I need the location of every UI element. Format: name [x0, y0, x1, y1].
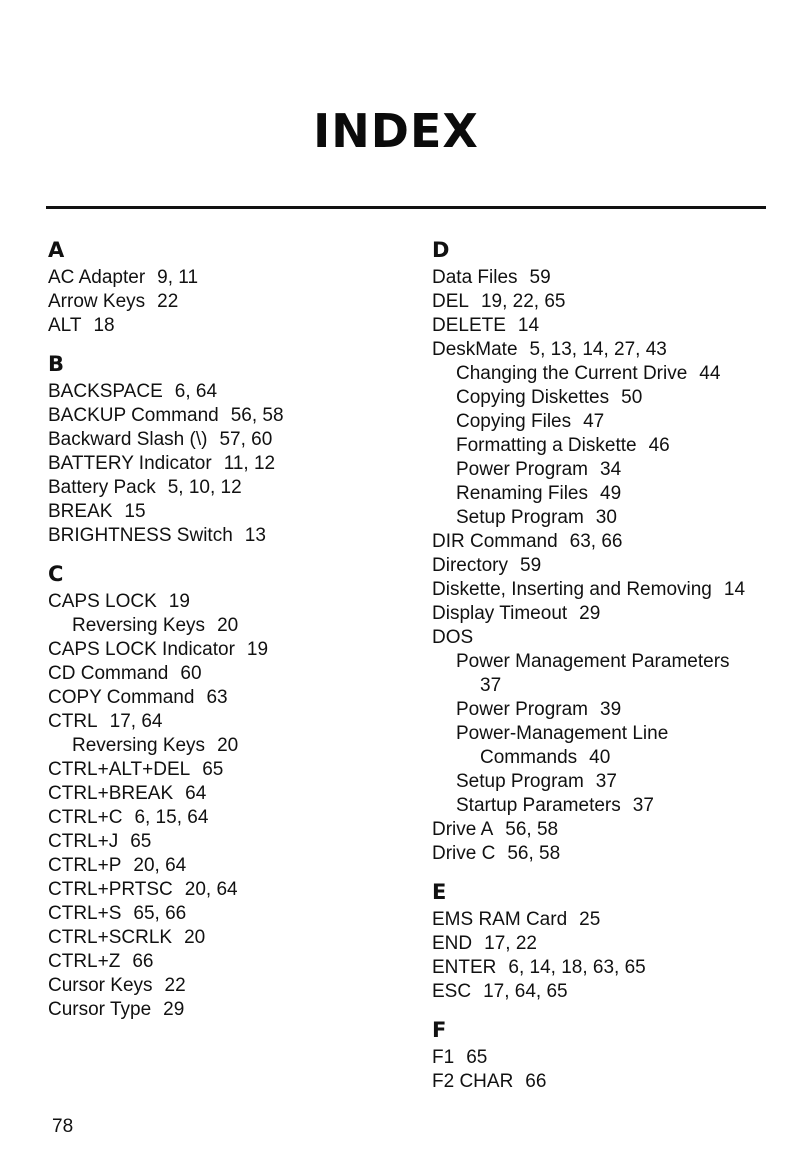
- index-term: Battery Pack: [48, 477, 156, 498]
- index-pages: 20, 64: [184, 879, 238, 900]
- index-pages: 63, 66: [569, 531, 623, 552]
- index-entry: [48, 806, 408, 830]
- index-term: Backward Slash (\): [48, 429, 208, 450]
- index-term: Display Timeout: [432, 603, 568, 624]
- index-entry: [432, 794, 782, 818]
- index-entry: [48, 662, 408, 686]
- index-pages: 17, 22: [484, 933, 537, 954]
- index-pages: 17, 64: [109, 711, 163, 732]
- index-pages: 57, 60: [219, 429, 273, 450]
- index-term: Reversing Keys: [72, 615, 206, 636]
- index-pages: 6, 64: [174, 381, 218, 402]
- index-pages: 56, 58: [230, 405, 284, 426]
- index-term: END: [432, 933, 473, 954]
- index-pages: 22: [157, 291, 179, 312]
- index-entry: [432, 698, 782, 722]
- index-pages: 19: [246, 639, 269, 660]
- index-term: BACKSPACE: [48, 381, 163, 402]
- index-term: F1: [432, 1047, 455, 1068]
- index-pages: 37: [595, 771, 617, 792]
- index-pages: 17, 64, 65: [483, 981, 568, 1002]
- index-pages: 47: [583, 411, 605, 432]
- index-term: COPY Command: [48, 687, 195, 708]
- index-term: Setup Program: [456, 507, 584, 528]
- index-term: CTRL: [48, 711, 98, 732]
- index-entry: [48, 974, 408, 998]
- index-entry: [432, 482, 782, 506]
- index-entry: [48, 404, 408, 428]
- index-entry: [48, 998, 408, 1022]
- index-term: CAPS LOCK: [48, 591, 157, 612]
- index-term: CTRL+P: [48, 855, 122, 876]
- index-pages: 5, 10, 12: [167, 477, 242, 498]
- index-entry: [48, 758, 408, 782]
- index-term: BRIGHTNESS Switch: [48, 525, 233, 546]
- index-term: AC Adapter: [48, 267, 146, 288]
- index-term: Startup Parameters: [456, 795, 621, 816]
- index-term: CAPS LOCK Indicator: [48, 639, 235, 660]
- index-pages: 39: [600, 699, 622, 720]
- index-term: CTRL+SCRLK: [48, 927, 173, 948]
- index-pages: 63: [206, 687, 228, 708]
- index-term: DOS: [432, 627, 474, 648]
- index-entry: [432, 506, 782, 530]
- index-term: CTRL+S: [48, 903, 122, 924]
- index-pages: 20: [184, 927, 206, 948]
- index-pages: 66: [132, 951, 154, 972]
- index-term: Power Program: [456, 699, 588, 720]
- index-pages: 49: [600, 483, 622, 504]
- index-entry: [48, 686, 408, 710]
- index-pages: 37: [632, 795, 654, 816]
- index-entry: [48, 590, 408, 614]
- index-term: DeskMate: [432, 339, 518, 360]
- index-entry: [432, 410, 782, 434]
- index-term: Arrow Keys: [48, 291, 146, 312]
- index-pages: 65: [130, 831, 152, 852]
- index-term: Power Program: [456, 459, 588, 480]
- index-entry: [432, 338, 782, 362]
- index-entry: [48, 782, 408, 806]
- index-entry: [432, 818, 782, 842]
- index-term: CD Command: [48, 663, 169, 684]
- index-entry: [48, 500, 408, 524]
- index-pages: 65, 66: [133, 903, 187, 924]
- index-term: Changing the Current Drive: [456, 363, 688, 384]
- index-pages: 65: [466, 1047, 488, 1068]
- index-entry: [432, 554, 782, 578]
- index-term: Copying Files: [456, 411, 572, 432]
- index-entry: [48, 710, 408, 734]
- section-letter: C: [48, 562, 64, 586]
- index-entry: [48, 476, 408, 500]
- index-pages: 19, 22, 65: [480, 291, 566, 312]
- index-pages: 59: [520, 555, 542, 576]
- index-pages: 20: [217, 735, 239, 756]
- index-term: Power Management Parameters: [456, 651, 730, 672]
- index-term: Reversing Keys: [72, 735, 206, 756]
- index-pages: 66: [525, 1071, 547, 1092]
- section-letter: B: [48, 352, 65, 376]
- index-term: BATTERY Indicator: [48, 453, 212, 474]
- index-term: Cursor Keys: [48, 975, 153, 996]
- index-pages: 14: [517, 315, 540, 336]
- index-pages: 5, 13, 14, 27, 43: [529, 339, 667, 360]
- section-letter: F: [432, 1018, 447, 1042]
- index-pages: 30: [595, 507, 617, 528]
- index-entry: [432, 530, 782, 554]
- index-term: CTRL+ALT+DEL: [48, 759, 191, 780]
- index-term: 37: [480, 675, 502, 696]
- index-entry: [48, 380, 408, 404]
- index-term: EMS RAM Card: [432, 909, 568, 930]
- index-term: Diskette, Inserting and Removing: [432, 579, 712, 600]
- index-entry: [432, 674, 782, 698]
- index-entry: [432, 434, 782, 458]
- index-pages: 50: [621, 387, 643, 408]
- index-pages: 6, 14, 18, 63, 65: [508, 957, 646, 978]
- index-entry: [48, 638, 408, 662]
- index-term: DIR Command: [432, 531, 558, 552]
- index-entry: [48, 266, 408, 290]
- index-entry: [48, 428, 408, 452]
- page-number: 78: [52, 1116, 74, 1137]
- index-entry: [48, 452, 408, 476]
- index-column-left: [48, 234, 408, 1022]
- index-pages: 22: [164, 975, 186, 996]
- index-entry: [432, 266, 782, 290]
- index-entry: [432, 290, 782, 314]
- index-pages: 60: [180, 663, 202, 684]
- index-pages: 65: [202, 759, 224, 780]
- index-entry: [432, 842, 782, 866]
- index-term: ESC: [432, 981, 472, 1002]
- index-pages: 19: [168, 591, 190, 612]
- index-term: Renaming Files: [456, 483, 588, 504]
- index-pages: 20: [217, 615, 239, 636]
- index-term: Drive C: [432, 843, 496, 864]
- index-entry: [48, 290, 408, 314]
- index-term: Power-Management Line: [456, 723, 669, 744]
- index-term: Drive A: [432, 819, 494, 840]
- section-letter: D: [432, 238, 450, 262]
- index-term: Cursor Type: [48, 999, 152, 1020]
- index-entry: [432, 578, 782, 602]
- index-entry: [432, 650, 782, 674]
- index-entry: [48, 854, 408, 878]
- index-entry: [48, 614, 408, 638]
- index-entry: [48, 926, 408, 950]
- index-entry: [432, 956, 782, 980]
- index-term: F2 CHAR: [432, 1071, 514, 1092]
- index-entry: [432, 386, 782, 410]
- index-pages: 25: [579, 909, 601, 930]
- index-pages: 13: [244, 525, 266, 546]
- index-pages: 14: [723, 579, 746, 600]
- index-entry: [432, 908, 782, 932]
- index-term: Formatting a Diskette: [456, 435, 637, 456]
- index-term: CTRL+C: [48, 807, 123, 828]
- index-term: CTRL+PRTSC: [48, 879, 173, 900]
- index-term: CTRL+J: [48, 831, 119, 852]
- index-pages: 18: [93, 315, 115, 336]
- index-pages: 20, 64: [133, 855, 187, 876]
- title-divider: [46, 206, 766, 209]
- index-term: Commands: [480, 747, 578, 768]
- index-entry: [432, 458, 782, 482]
- index-entry: [432, 626, 782, 650]
- section-letter: A: [48, 238, 65, 262]
- index-term: ENTER: [432, 957, 497, 978]
- index-pages: 64: [185, 783, 207, 804]
- index-pages: 56, 58: [505, 819, 559, 840]
- index-entry: [432, 722, 782, 746]
- index-pages: 59: [529, 267, 551, 288]
- index-entry: [48, 830, 408, 854]
- index-pages: 29: [163, 999, 185, 1020]
- index-term: Copying Diskettes: [456, 387, 610, 408]
- index-term: ALT: [48, 315, 82, 336]
- index-term: DELETE: [432, 315, 506, 336]
- index-term: CTRL+BREAK: [48, 783, 174, 804]
- index-entry: [48, 314, 408, 338]
- index-term: Data Files: [432, 267, 518, 288]
- index-term: Directory: [432, 555, 509, 576]
- index-column-right: [432, 234, 782, 1094]
- index-entry: [432, 980, 782, 1004]
- index-pages: 15: [124, 501, 146, 522]
- index-term: BREAK: [48, 501, 113, 522]
- index-entry: [48, 950, 408, 974]
- index-entry: [432, 602, 782, 626]
- index-pages: 29: [579, 603, 601, 624]
- index-pages: 44: [699, 363, 721, 384]
- page-title: INDEX: [313, 104, 479, 158]
- index-entry: [432, 1046, 782, 1070]
- index-entry: [432, 1070, 782, 1094]
- index-pages: 6, 15, 64: [134, 807, 209, 828]
- index-entry: [432, 314, 782, 338]
- index-pages: 46: [648, 435, 670, 456]
- section-letter: E: [432, 880, 447, 904]
- index-pages: 11, 12: [223, 453, 276, 474]
- index-entry: [48, 734, 408, 758]
- index-pages: 34: [600, 459, 622, 480]
- index-pages: 9, 11: [157, 267, 199, 288]
- index-term: DEL: [432, 291, 469, 312]
- index-pages: 56, 58: [507, 843, 561, 864]
- index-term: CTRL+Z: [48, 951, 121, 972]
- index-term: Setup Program: [456, 771, 584, 792]
- index-entry: [432, 362, 782, 386]
- index-entry: [432, 932, 782, 956]
- index-pages: 40: [589, 747, 611, 768]
- index-entry: [432, 770, 782, 794]
- index-entry: [48, 524, 408, 548]
- index-entry: [48, 902, 408, 926]
- index-term: BACKUP Command: [48, 405, 219, 426]
- index-entry: [48, 878, 408, 902]
- index-entry: [432, 746, 782, 770]
